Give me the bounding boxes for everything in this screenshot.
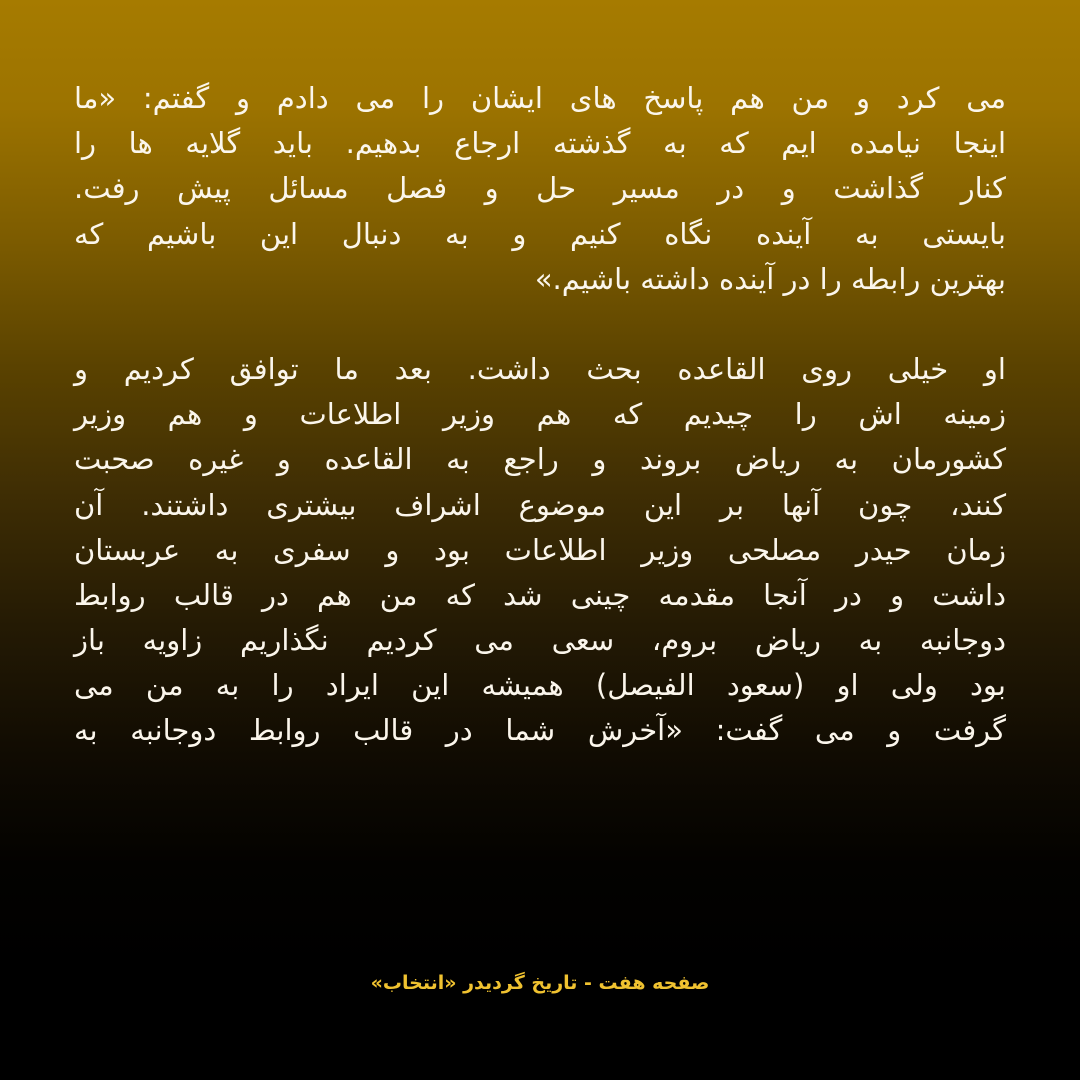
text-line: گرفت و می گفت: «آخرش شما در قالب روابط دوجانبه به	[74, 713, 1006, 748]
paragraph-narrative	[74, 347, 1006, 754]
text-line: بایستی به آینده نگاه کنیم و به دنبال این باشیم که	[74, 216, 1006, 251]
text-line: اینجا نیامده ایم که به گذشته ارجاع بدهیم. باید گلایه ها را	[74, 126, 1006, 161]
text-line: بهترین رابطه را در آینده داشته باشیم.»	[534, 261, 1006, 296]
article-body	[74, 76, 1006, 754]
text-line: داشت و در آنجا مقدمه چینی شد که من هم در قالب روابط	[74, 577, 1006, 612]
text-line: او خیلی روی القاعده بحث داشت. بعد ما توافق کردیم و	[74, 351, 1006, 386]
paragraph-quote	[74, 76, 1006, 302]
text-line: دوجانبه به ریاض بروم، سعی می کردیم نگذاریم زاویه باز	[74, 623, 1006, 658]
text-line: زمان حیدر مصلحی وزیر اطلاعات بود و سفری به عربستان	[74, 532, 1006, 567]
text-line: کشورمان به ریاض بروند و راجع به القاعده و غیره صحبت	[74, 442, 1006, 477]
text-line: می کرد و من هم پاسخ های ایشان را می دادم و گفتم: «ما	[74, 81, 1006, 115]
text-line: کنند، چون آنها بر این موضوع اشراف بیشتری داشتند. آن	[74, 487, 1006, 522]
text-line: بود ولی او (سعود الفیصل) همیشه این ایراد را به من می	[74, 668, 1006, 703]
page-caption: صفحه هفت - تاریخ گردیدر «انتخاب»	[370, 972, 710, 994]
text-line: کنار گذاشت و در مسیر حل و فصل مسائل پیش رفت.	[74, 171, 1006, 206]
text-line: زمینه اش را چیدیم که هم وزیر اطلاعات و هم وزیر	[74, 397, 1006, 432]
